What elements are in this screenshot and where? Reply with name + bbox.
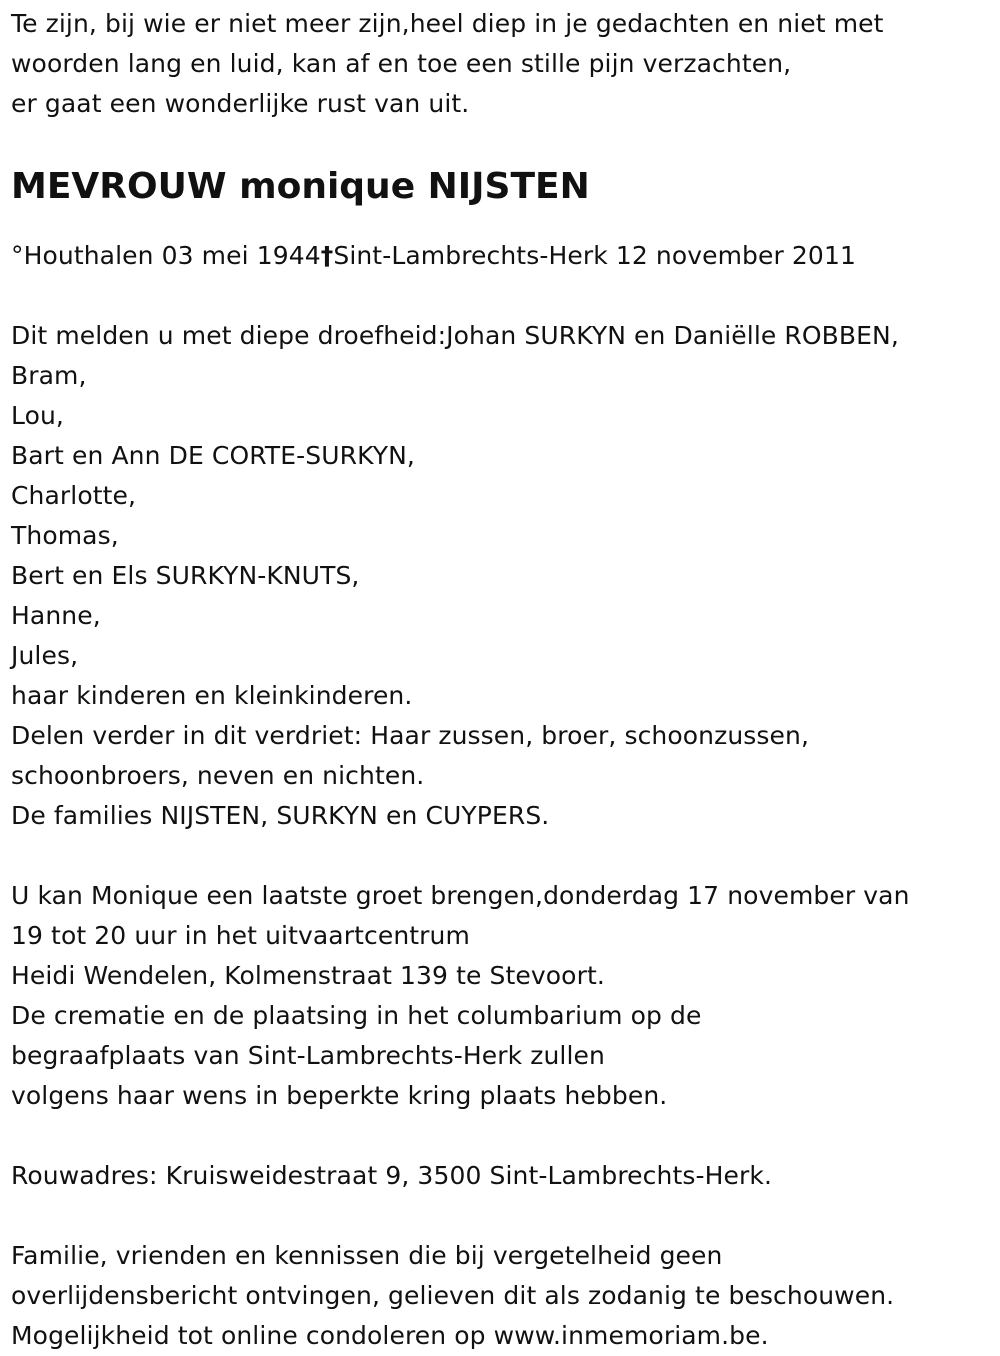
ceremony-line: De crematie en de plaatsing in het columbarium op de: [11, 1001, 702, 1031]
ceremony-line: volgens haar wens in beperkte kring plaats hebben.: [11, 1081, 668, 1111]
closing-block: [11, 1236, 1000, 1356]
spacer: [11, 1196, 1000, 1236]
announcement-line: Charlotte,: [11, 481, 137, 511]
ceremony-block: [11, 876, 1000, 1116]
ceremony-line: 19 tot 20 uur in het uitvaartcentrum: [11, 921, 470, 951]
ceremony-line: Heidi Wendelen, Kolmenstraat 139 te Stevoort.: [11, 961, 605, 991]
closing-line: Mogelijkheid tot online condoleren op www.inmemoriam.be.: [11, 1321, 769, 1351]
announcement-line: Jules,: [11, 641, 79, 671]
closing-line: overlijdensbericht ontvingen, gelieven dit als zodanig te beschouwen.: [11, 1281, 895, 1311]
announcement-line: haar kinderen en kleinkinderen.: [11, 681, 413, 711]
ceremony-line: begraafplaats van Sint-Lambrechts-Herk zullen: [11, 1041, 605, 1071]
announcement-line: Bram,: [11, 361, 87, 391]
spacer: [11, 1116, 1000, 1156]
birth-death-line: [11, 236, 1000, 276]
poem-line: Te zijn, bij wie er niet meer zijn,heel diep in je gedachten en niet met: [11, 9, 884, 38]
announcement-line: Thomas,: [11, 521, 119, 551]
birth-info: °Houthalen 03 mei 1944: [11, 241, 321, 271]
deceased-name: MEVROUW monique NIJSTEN: [11, 166, 590, 207]
announcement-line: schoonbroers, neven en nichten.: [11, 761, 425, 791]
announcement-line: Delen verder in dit verdriet: Haar zussen, broer, schoonzussen,: [11, 721, 809, 751]
announcement-line: Bert en Els SURKYN-KNUTS,: [11, 561, 360, 591]
poem-line: er gaat een wonderlijke rust van uit.: [11, 89, 470, 118]
closing-line: Familie, vrienden en kennissen die bij vergetelheid geen: [11, 1241, 723, 1271]
mourning-address: Rouwadres: Kruisweidestraat 9, 3500 Sint-Lambrechts-Herk.: [11, 1161, 772, 1191]
spacer: [11, 836, 1000, 876]
announcement-line: Dit melden u met diepe droefheid:Johan SURKYN en Daniëlle ROBBEN,: [11, 321, 899, 351]
cross-icon: †: [320, 241, 334, 271]
death-info: Sint-Lambrechts-Herk 12 november 2011: [333, 241, 856, 271]
announcement-line: Hanne,: [11, 601, 101, 631]
memorial-poem: [11, 4, 1000, 124]
obituary-document: [0, 4, 1000, 1354]
announcement-block: [11, 316, 1000, 836]
poem-line: woorden lang en luid, kan af en toe een stille pijn verzachten,: [11, 49, 792, 78]
announcement-line: De families NIJSTEN, SURKYN en CUYPERS.: [11, 801, 550, 831]
announcement-line: Lou,: [11, 401, 64, 431]
ceremony-line: U kan Monique een laatste groet brengen,donderdag 17 november van: [11, 881, 910, 911]
spacer: [11, 276, 1000, 316]
announcement-line: Bart en Ann DE CORTE-SURKYN,: [11, 441, 415, 471]
